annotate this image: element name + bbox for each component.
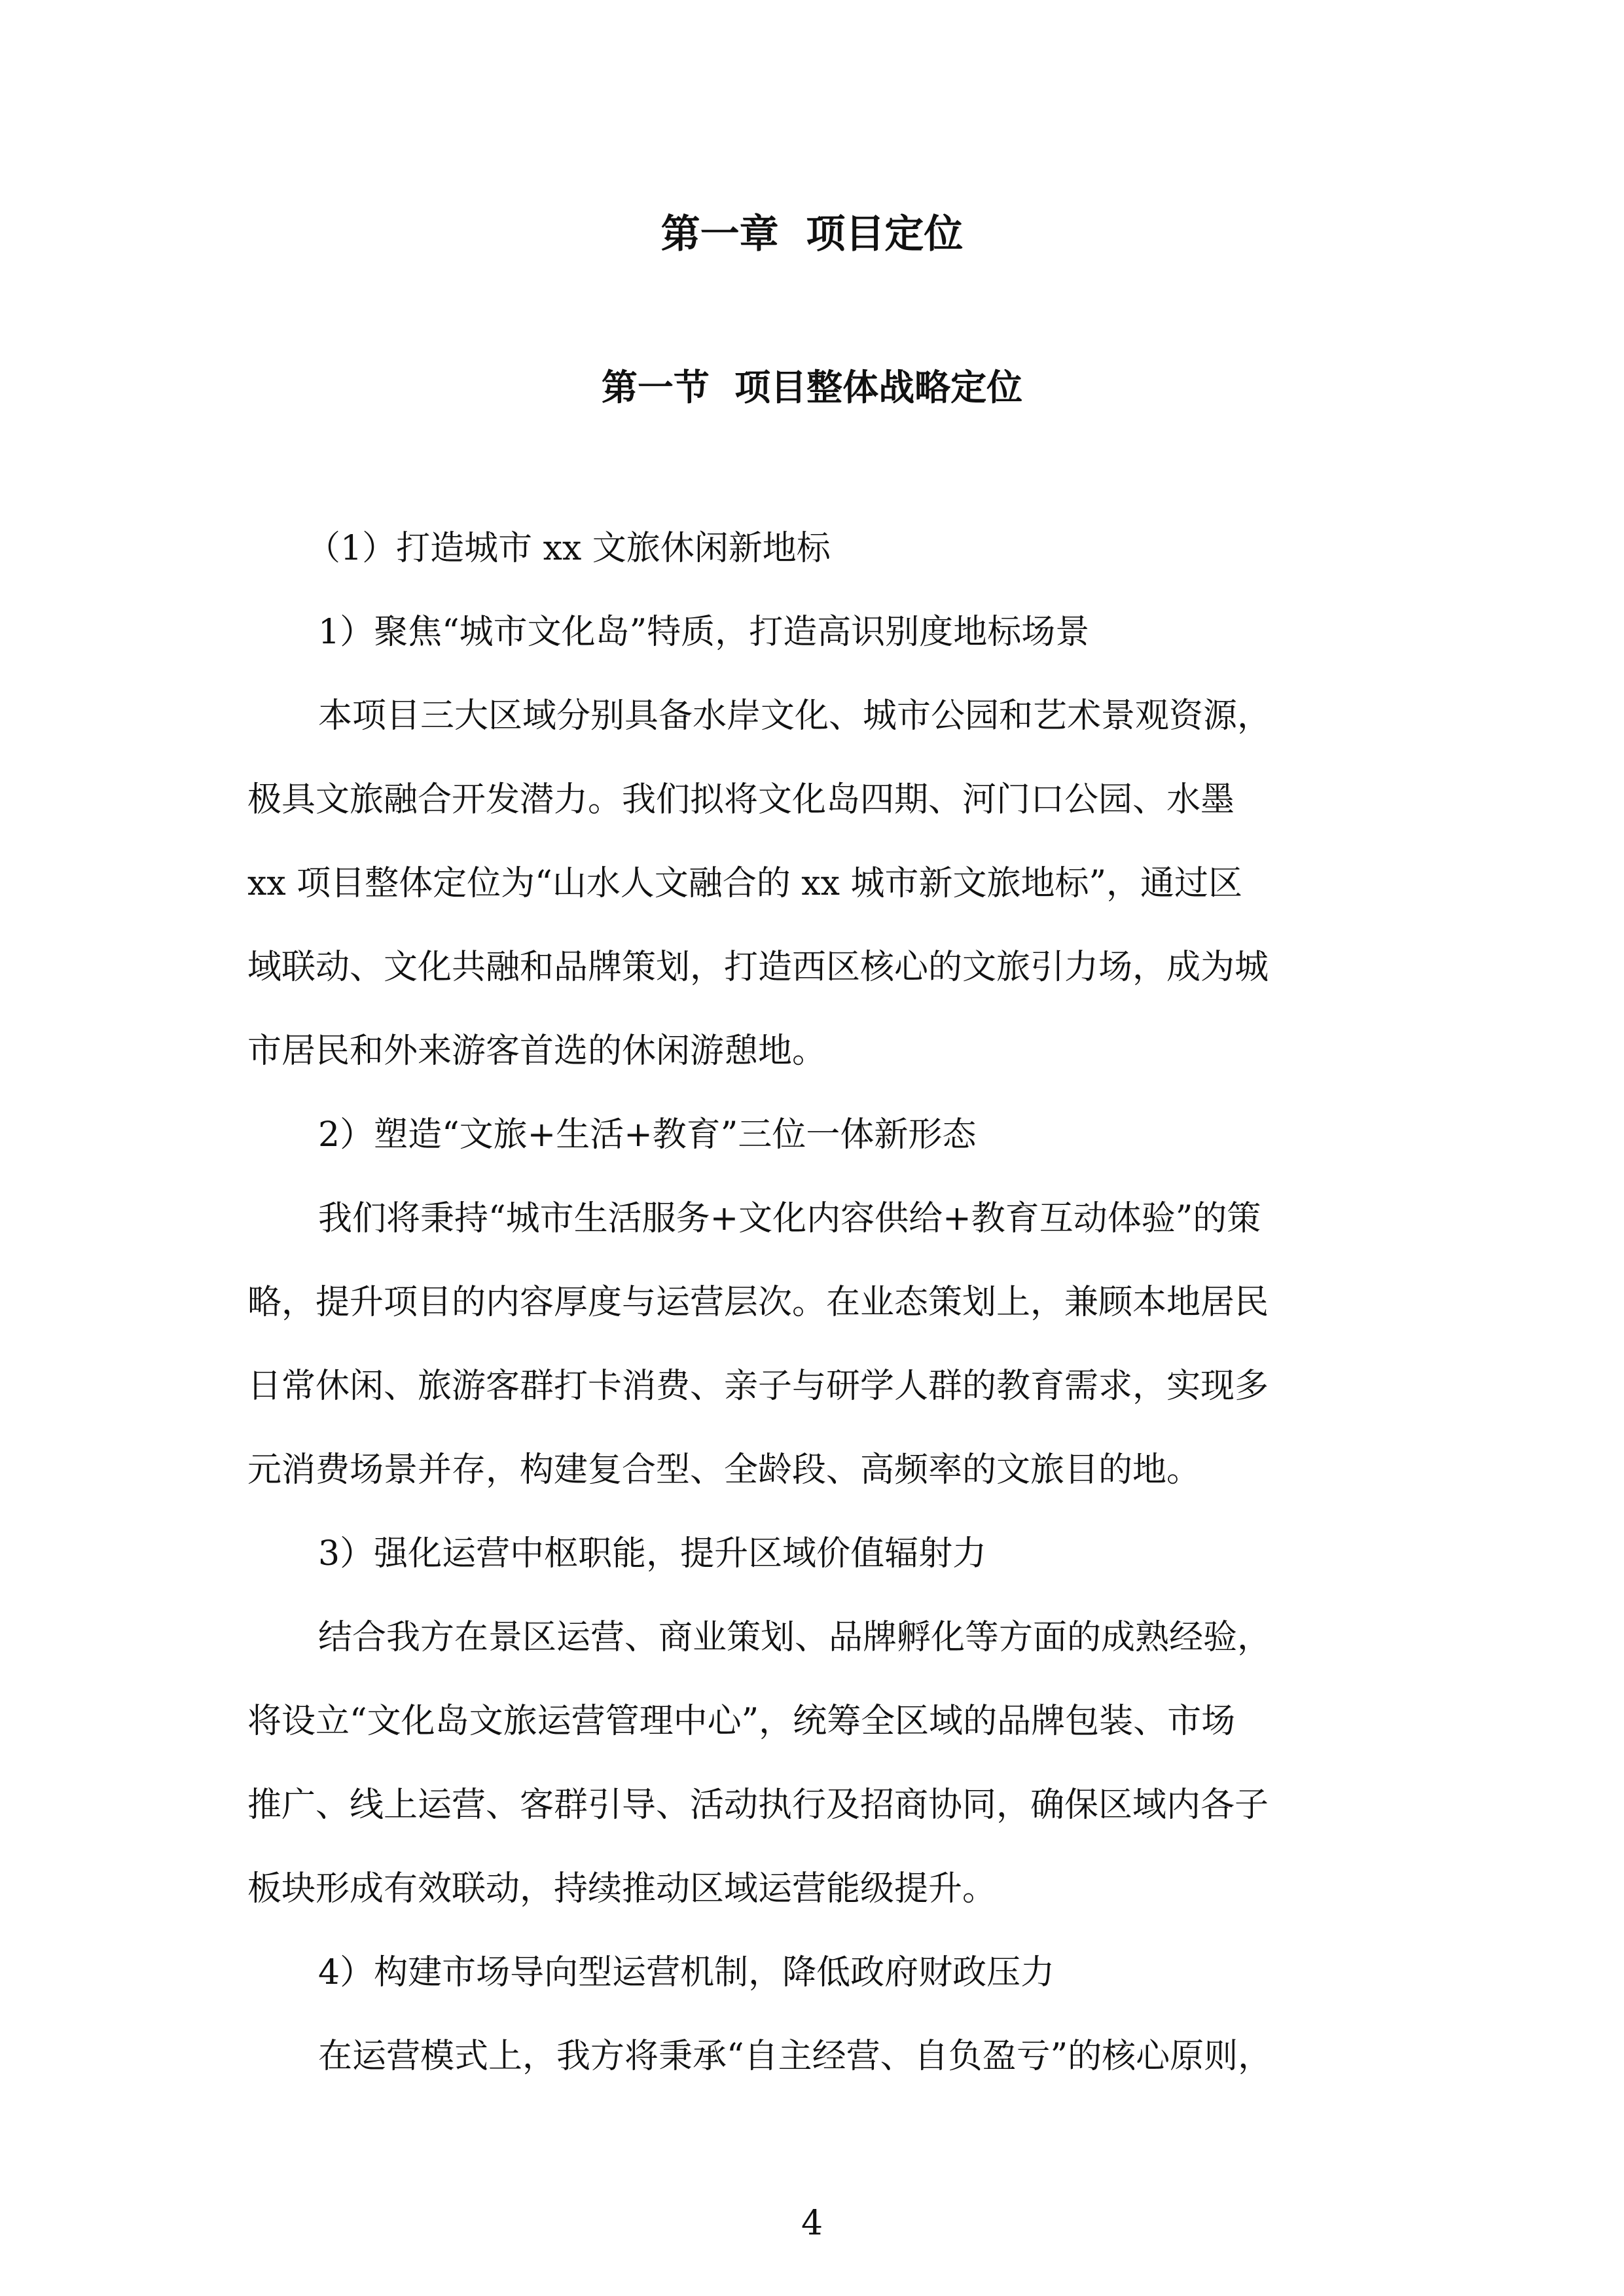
paragraph-line: 推广、线上运营、客群引导、活动执行及招商协同，确保区域内各子 bbox=[247, 1785, 1269, 1825]
chapter-title: 第一章 项目定位 bbox=[660, 211, 964, 257]
paragraph-line: 在运营模式上，我方将秉承“自主经营、自负盈亏”的核心原则， bbox=[318, 2037, 1272, 2076]
paragraph-line: 结合我方在景区运营、商业策划、品牌孵化等方面的成熟经验， bbox=[318, 1618, 1272, 1657]
paragraph-line: 本项目三大区域分别具备水岸文化、城市公园和艺术景观资源， bbox=[318, 696, 1272, 736]
paragraph-line: 板块形成有效联动，持续推动区域运营能级提升。 bbox=[247, 1869, 997, 1909]
paragraph-line: 日常休闲、旅游客群打卡消费、亲子与研学人群的教育需求，实现多 bbox=[247, 1367, 1269, 1406]
paragraph-line: 市居民和外来游客首选的休闲游憩地。 bbox=[247, 1031, 827, 1071]
paragraph-line: 域联动、文化共融和品牌策划，打造西区核心的文旅引力场，成为城 bbox=[247, 948, 1269, 987]
paragraph-line: 极具文旅融合开发潜力。我们拟将文化岛四期、河门口公园、水墨 bbox=[247, 780, 1235, 819]
page-number: 4 bbox=[801, 2204, 823, 2243]
body-text bbox=[247, 507, 1381, 2098]
paragraph-line: 将设立“文化岛文旅运营管理中心”，统筹全区域的品牌包装、市场 bbox=[247, 1702, 1236, 1741]
point-heading: 4）构建市场导向型运营机制，降低政府财政压力 bbox=[318, 1953, 1055, 1992]
paragraph-line: xx 项目整体定位为“山水人文融合的 xx 城市新文旅地标”，通过区 bbox=[247, 864, 1243, 903]
paragraph-line: 略，提升项目的内容厚度与运营层次。在业态策划上，兼顾本地居民 bbox=[247, 1283, 1269, 1322]
subsection-heading: （1）打造城市 xx 文旅休闲新地标 bbox=[306, 529, 831, 568]
section-title: 第一节 项目整体战略定位 bbox=[601, 367, 1023, 408]
paragraph-line: 我们将秉持“城市生活服务+文化内容供给+教育互动体验”的策 bbox=[318, 1199, 1261, 1238]
point-heading: 1）聚焦“城市文化岛”特质，打造高识别度地标场景 bbox=[318, 613, 1090, 652]
point-heading: 2）塑造“文旅+生活+教育”三位一体新形态 bbox=[318, 1115, 977, 1155]
point-heading: 3）强化运营中枢职能，提升区域价值辐射力 bbox=[318, 1534, 987, 1573]
paragraph-line: 元消费场景并存，构建复合型、全龄段、高频率的文旅目的地。 bbox=[247, 1450, 1201, 1490]
